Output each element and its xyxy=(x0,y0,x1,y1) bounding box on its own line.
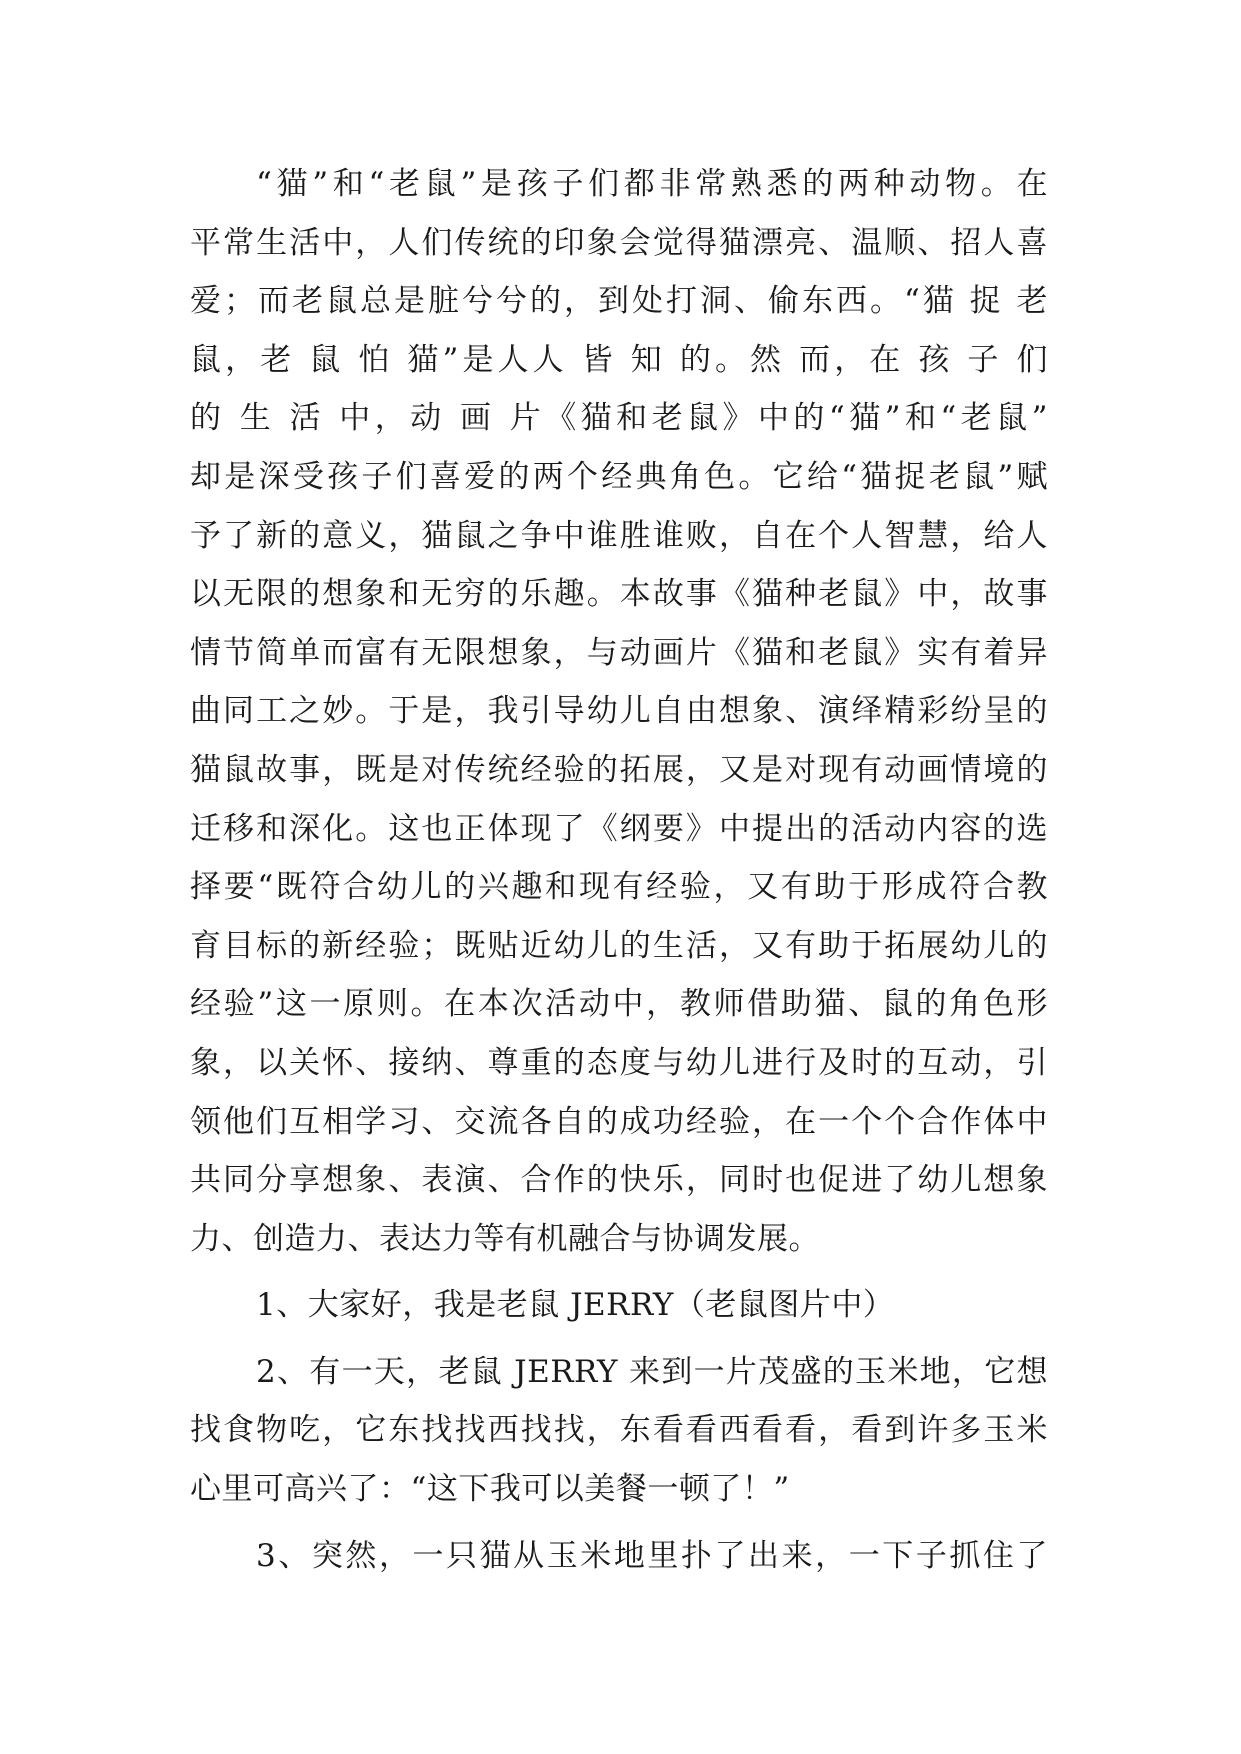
text-line: 平常生活中，人们传统的印象会觉得猫漂亮、温顺、招人喜 xyxy=(190,224,1048,261)
story-step-1 xyxy=(190,1276,1048,1335)
text-line: 予了新的意义，猫鼠之争中谁胜谁败，自在个人智慧，给人 xyxy=(190,517,1048,554)
text-line: 的 生 活 中，动 画 片《猫和老鼠》中的“猫”和“老鼠” xyxy=(190,400,1048,437)
text-line: 情节简单而富有无限想象，与动画片《猫和老鼠》实有着异 xyxy=(190,634,1048,671)
story-step-3 xyxy=(190,1527,1048,1586)
text-line: 经验”这一原则。在本次活动中，教师借助猫、鼠的角色形 xyxy=(190,986,1048,1023)
text-line: 共同分享想象、表演、合作的快乐，同时也促进了幼儿想象 xyxy=(190,1162,1048,1199)
text-line: 曲同工之妙。于是，我引导幼儿自由想象、演绎精彩纷呈的 xyxy=(190,693,1048,730)
text-line: 以无限的想象和无穷的乐趣。本故事《猫种老鼠》中，故事 xyxy=(190,576,1048,613)
text-line: 鼠，老 鼠 怕 猫”是人人 皆 知 的。然 而，在 孩 子 们 xyxy=(190,341,1048,378)
text-line: 找食物吃，它东找找西找找，东看看西看看，看到许多玉米 xyxy=(190,1412,1048,1449)
text-line: 3、突然，一只猫从玉米地里扑了出来，一下子抓住了 xyxy=(256,1537,1048,1574)
text-line: 却是深受孩子们喜爱的两个经典角色。它给“猫捉老鼠”赋 xyxy=(190,458,1048,495)
story-step-2 xyxy=(190,1343,1048,1519)
text-line: 心里可高兴了：“这下我可以美餐一顿了！” xyxy=(190,1471,790,1508)
text-line: 择要“既符合幼儿的兴趣和现有经验，又有助于形成符合教 xyxy=(190,869,1048,906)
document-body xyxy=(190,155,1048,1585)
text-line: “猫”和“老鼠”是孩子们都非常熟悉的两种动物。在 xyxy=(256,166,1048,202)
text-line: 领他们互相学习、交流各自的成功经验，在一个个合作体中 xyxy=(190,1103,1048,1140)
text-line: 力、创造力、表达力等有机融合与协调发展。 xyxy=(190,1220,820,1257)
text-line: 2、有一天，老鼠 JERRY 来到一片茂盛的玉米地，它想 xyxy=(256,1353,1048,1390)
text-line: 象，以关怀、接纳、尊重的态度与幼儿进行及时的互动，引 xyxy=(190,1044,1048,1081)
text-line: 迁移和深化。这也正体现了《纲要》中提出的活动内容的选 xyxy=(190,810,1048,847)
text-line: 猫鼠故事，既是对传统经验的拓展，又是对现有动画情境的 xyxy=(190,751,1048,788)
text-line: 育目标的新经验；既贴近幼儿的生活，又有助于拓展幼儿的 xyxy=(190,927,1048,964)
text-line: 爱；而老鼠总是脏兮兮的，到处打洞、偷东西。“猫 捉 老 xyxy=(190,283,1048,320)
intro-paragraph xyxy=(190,155,1048,1268)
text-line: 1、大家好，我是老鼠 JERRY（老鼠图片中） xyxy=(256,1287,895,1324)
